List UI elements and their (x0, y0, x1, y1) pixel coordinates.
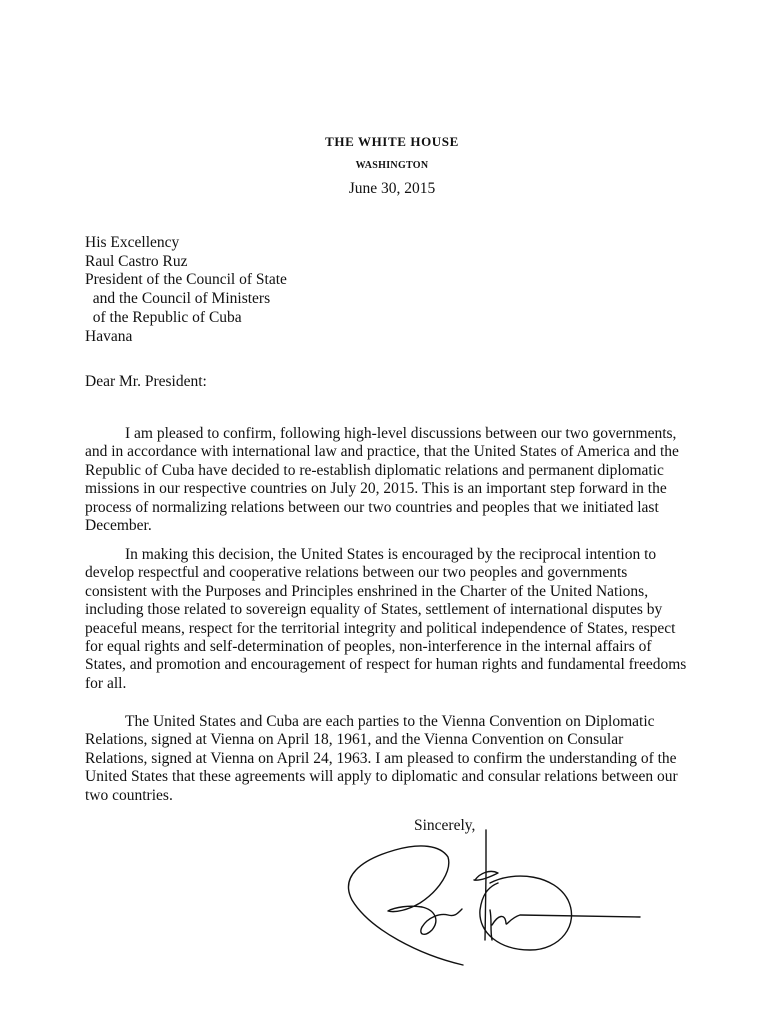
letter-date: June 30, 2015 (348, 180, 436, 197)
body-paragraph-2 (85, 546, 765, 693)
paragraph-line: I am pleased to confirm, following high-level discussions between our two governments, (125, 425, 677, 442)
letterhead-city: WASHINGTON (355, 160, 429, 171)
paragraph-line: and in accordance with international law and practice, that the United States of America and the (85, 443, 679, 461)
address-line: and the Council of Ministers (85, 290, 271, 308)
paragraph-line: In making this decision, the United States is encouraged by the reciprocal intention to (125, 546, 657, 563)
paragraph-line: two countries. (85, 786, 173, 804)
handwritten-signature-icon (340, 815, 660, 985)
paragraph-line: United States that these agreements will apply to diplomatic and consular relations between our (85, 768, 678, 786)
body-paragraph-3 (85, 713, 765, 805)
letterhead-title: THE WHITE HOUSE (325, 134, 459, 149)
paragraph-line: consistent with the Purposes and Principles enshrined in the Charter of the United Nations, (85, 582, 649, 600)
address-line: His Excellency (85, 234, 180, 251)
paragraph-line: for all. (85, 674, 127, 692)
paragraph-line: including those related to sovereign equality of States, settlement of international disputes by (85, 601, 663, 619)
paragraph-line: States, and promotion and encouragement of respect for human rights and fundamental freedoms (85, 656, 687, 674)
paragraph-line: missions in our respective countries on July 20, 2015. This is an important step forward in the (85, 480, 667, 498)
paragraph-line: The United States and Cuba are each parties to the Vienna Convention on Diplomatic (125, 713, 655, 730)
paragraph-line: process of normalizing relations between our two countries and peoples that we initiated last (85, 498, 659, 516)
address-line: Raul Castro Ruz (85, 252, 188, 270)
address-line: Havana (85, 327, 133, 345)
recipient-address (85, 234, 287, 346)
paragraph-line: for equal rights and self-determination of peoples, non-interference in the internal affairs of (85, 638, 652, 656)
body-paragraph-1 (85, 425, 765, 535)
paragraph-line: December. (85, 517, 152, 535)
paragraph-line: Republic of Cuba have decided to re-establish diplomatic relations and permanent diplomatic (85, 461, 664, 479)
address-line: President of the Council of State (85, 271, 287, 289)
paragraph-line: peaceful means, respect for the territorial integrity and political independence of States, respect (85, 619, 676, 637)
paragraph-line: Relations, signed at Vienna on April 24, 1963. I am pleased to confirm the understanding of the (85, 749, 677, 767)
address-line: of the Republic of Cuba (85, 308, 242, 326)
paragraph-line: Relations, signed at Vienna on April 18, 1961, and the Vienna Convention on Consular (85, 731, 624, 749)
paragraph-line: develop respectful and cooperative relations between our two peoples and governments (85, 564, 628, 582)
salutation: Dear Mr. President: (85, 373, 207, 390)
closing: Sincerely, (414, 817, 476, 834)
